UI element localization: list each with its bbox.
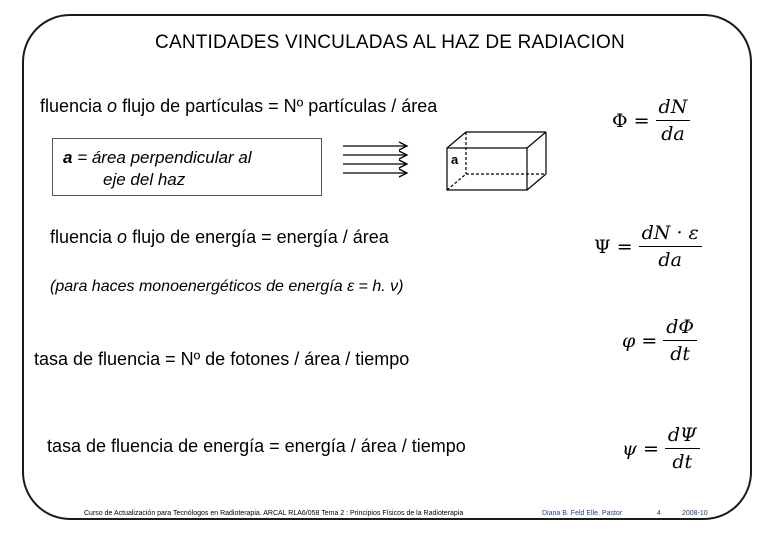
beam-arrows [343,142,407,177]
footer-authors: Diana B. Feld Elle. Pastor [542,510,623,517]
energy-fluence-suffix: flujo de energía = energía / área [127,227,389,247]
energy-fluence-definition [50,227,389,248]
formula-fluence-rate-denominator: dt [670,343,691,365]
slide-title: CANTIDADES VINCULADAS AL HAZ DE RADIACION [155,32,625,53]
formula-energy-fluence-lhs: Ψ = [594,235,633,258]
box-3d [447,132,546,190]
formula-fluence-rate [622,316,697,365]
energy-fluence-rate-definition: tasa de fluencia de energía = energía / área / tiempo [47,436,466,456]
area-definition-line2: eje del haz [103,170,186,189]
formula-energy-fluence-rate [622,424,700,473]
footer-year: 2008-10 [682,510,708,517]
footer-page-number: 4 [657,510,661,517]
fluence-italic: o [107,96,118,116]
beam-diagram [335,128,550,196]
energy-fluence-prefix: fluencia [50,227,118,247]
footer-course: Curso de Actualización para Tecnólogos en Radioterapia. ARCAL RLA6/058 Tema 2 : Principios Físicos de la Radioterapia [84,510,464,517]
fluence-prefix: fluencia [40,96,108,116]
box-face-label: a [451,152,459,167]
area-symbol: a [63,148,73,167]
fluence-definition [40,96,437,117]
formula-energy-fluence-rate-numerator: dΨ [665,424,700,449]
formula-energy-fluence-rate-denominator: dt [672,451,693,473]
area-definition-box [52,138,322,196]
energy-fluence-italic: o [117,227,128,247]
monoenergetic-note: (para haces monoenergéticos de energía ε = h. ν) [50,278,404,295]
fluence-suffix: flujo de partículas = Nº partículas / área [117,96,438,116]
formula-energy-fluence-rate-lhs: ψ = [622,437,659,460]
formula-fluence-numerator: dN [656,96,691,121]
formula-energy-fluence [594,222,702,271]
formula-fluence-rate-lhs: φ = [622,329,658,352]
fluence-rate-definition: tasa de fluencia = Nº de fotones / área / tiempo [34,349,410,369]
formula-fluence-lhs: Φ = [612,109,650,132]
formula-energy-fluence-denominator: da [658,249,682,271]
area-definition-line1: = área perpendicular al [72,148,252,167]
formula-fluence-denominator: da [661,123,685,145]
formula-fluence [612,96,690,145]
formula-fluence-rate-numerator: dΦ [663,316,697,341]
formula-energy-fluence-numerator: dN · ε [639,222,702,247]
